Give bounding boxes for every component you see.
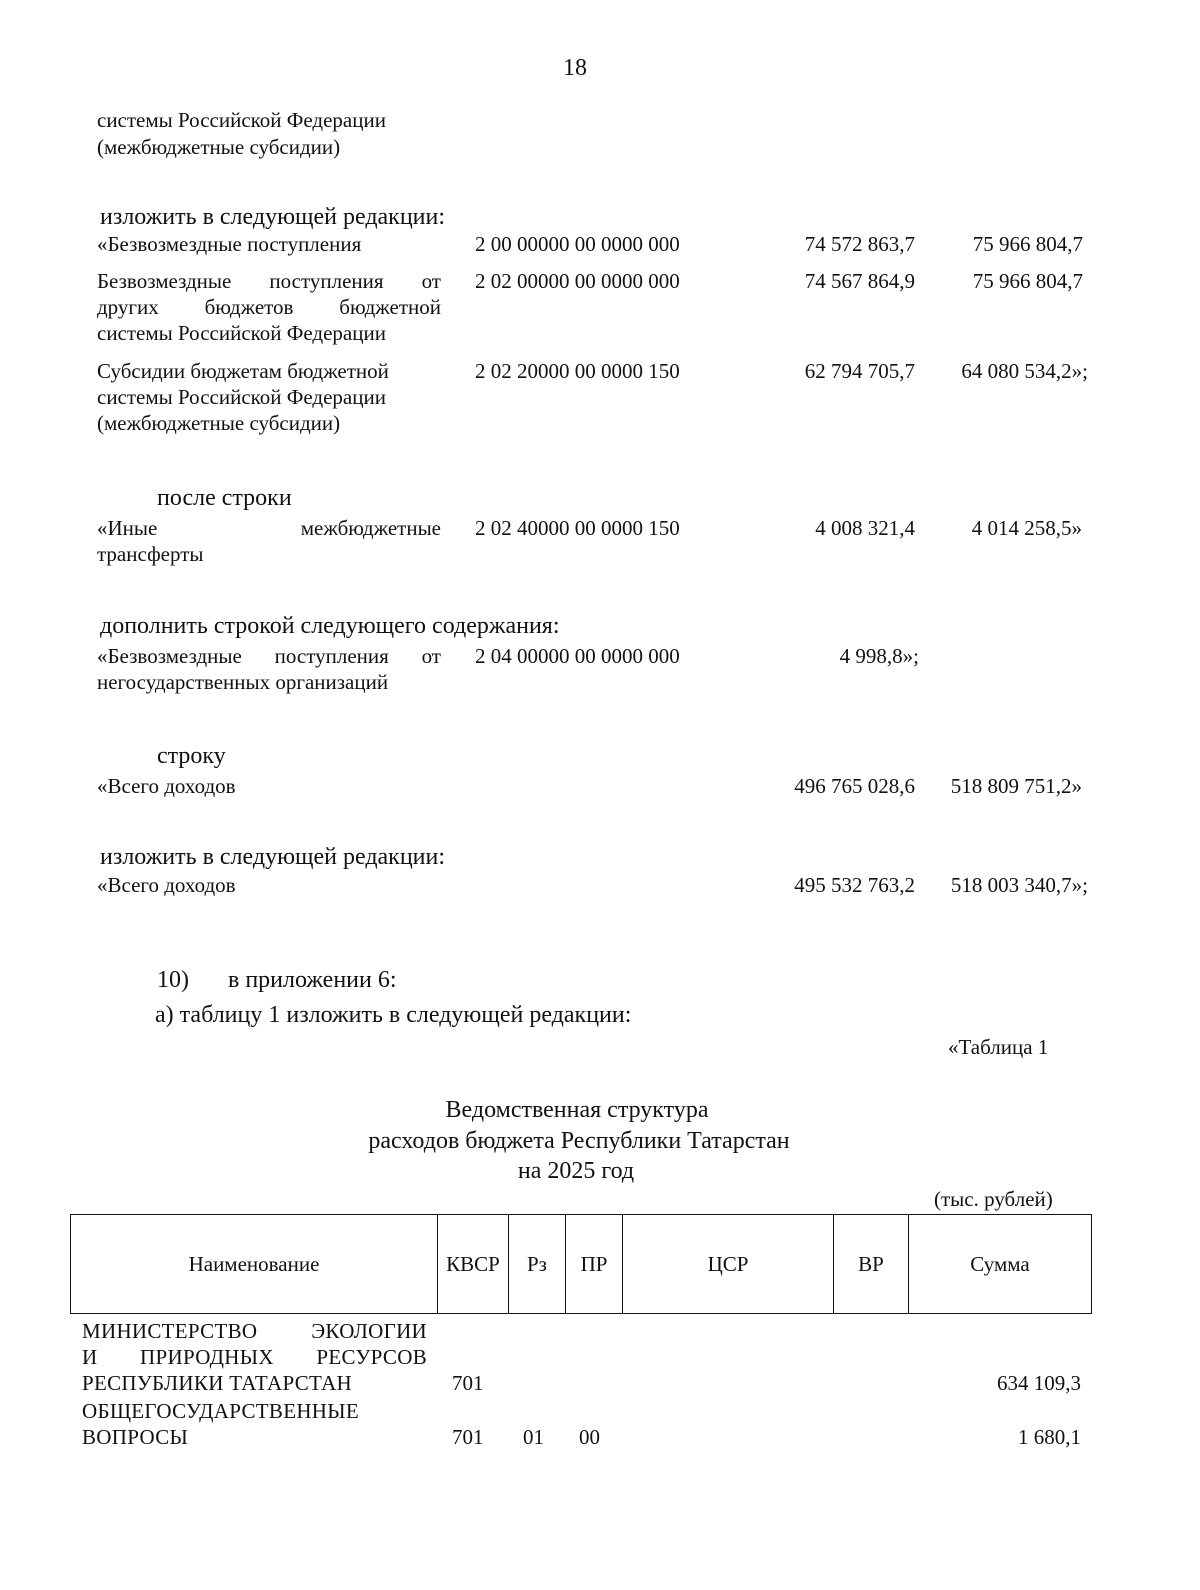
row-name: «Всего доходов bbox=[97, 774, 236, 798]
word: поступления bbox=[269, 269, 384, 293]
title-line-3: на 2025 год bbox=[517, 1158, 635, 1184]
fragment-line-2: (межбюджетные субсидии) bbox=[97, 135, 341, 159]
row-kvsr: 701 bbox=[452, 1371, 484, 1395]
name-line bbox=[82, 1344, 427, 1370]
word: Безвозмездные bbox=[97, 269, 232, 293]
row-value-2024: 4 998,8»; bbox=[839, 644, 919, 668]
name-line: системы Российской Федерации bbox=[97, 385, 386, 409]
row-kvsr: 701 bbox=[452, 1425, 484, 1449]
name-line: системы Российской Федерации bbox=[97, 321, 386, 345]
row-value-2024: 496 765 028,6 bbox=[794, 774, 915, 798]
name-line bbox=[82, 1318, 427, 1344]
name-line: РЕСПУБЛИКИ ТАТАРСТАН bbox=[82, 1371, 353, 1395]
word: ПРИРОДНЫХ bbox=[140, 1345, 274, 1369]
row-name: «Безвозмездные поступления bbox=[97, 232, 362, 256]
row-value-2024: 74 567 864,9 bbox=[804, 269, 915, 293]
table-header bbox=[70, 1214, 1092, 1314]
word: бюджетной bbox=[339, 295, 441, 319]
word: межбюджетные bbox=[300, 516, 441, 540]
fragment-line-1: системы Российской Федерации bbox=[97, 108, 386, 132]
name-line bbox=[97, 294, 441, 320]
instruction-after-row: после строки bbox=[157, 485, 292, 511]
name-line: Субсидии бюджетам бюджетной bbox=[97, 359, 389, 383]
instruction-row: строку bbox=[157, 743, 226, 769]
row-value-2025: 75 966 804,7 bbox=[972, 269, 1083, 293]
row-code: 2 02 00000 00 0000 000 bbox=[475, 269, 680, 293]
title-line-1: Ведомственная структура bbox=[445, 1097, 709, 1123]
row-name bbox=[97, 358, 441, 436]
name-line: (межбюджетные субсидии) bbox=[97, 411, 341, 435]
table-row bbox=[82, 1398, 359, 1450]
table-label: «Таблица 1 bbox=[948, 1035, 1049, 1059]
row-value-2024: 62 794 705,7 bbox=[804, 359, 915, 383]
name-line bbox=[97, 268, 441, 294]
word: от bbox=[421, 644, 441, 668]
row-pr: 00 bbox=[579, 1425, 600, 1449]
word: МИНИСТЕРСТВО bbox=[82, 1319, 258, 1343]
header-vr: ВР bbox=[834, 1215, 909, 1314]
row-name bbox=[97, 643, 441, 695]
word: «Иные bbox=[97, 516, 158, 540]
page-number: 18 bbox=[563, 55, 587, 81]
table-row bbox=[82, 1318, 427, 1396]
word: «Безвозмездные bbox=[97, 644, 242, 668]
name-line: трансферты bbox=[97, 542, 204, 566]
row-code: 2 02 20000 00 0000 150 bbox=[475, 359, 680, 383]
row-value-2025: 4 014 258,5» bbox=[971, 516, 1082, 540]
word: ЭКОЛОГИИ bbox=[311, 1319, 427, 1343]
row-name: «Всего доходов bbox=[97, 873, 236, 897]
name-line bbox=[97, 515, 441, 541]
word: И bbox=[82, 1345, 98, 1369]
row-code: 2 04 00000 00 0000 000 bbox=[475, 644, 680, 668]
header-kvsr: КВСР bbox=[438, 1215, 509, 1314]
row-value-2024: 4 008 321,4 bbox=[815, 516, 915, 540]
header-sum: Сумма bbox=[909, 1215, 1092, 1314]
word: от bbox=[421, 269, 441, 293]
row-value-2025: 75 966 804,7 bbox=[972, 232, 1083, 256]
header-rz: Рз bbox=[509, 1215, 566, 1314]
name-line: ОБЩЕГОСУДАРСТВЕННЫЕ bbox=[82, 1399, 360, 1423]
row-value-2025: 518 003 340,7»; bbox=[950, 873, 1088, 897]
word: РЕСУРСОВ bbox=[316, 1345, 427, 1369]
instruction-add-row: дополнить строкой следующего содержания: bbox=[100, 613, 560, 639]
row-name bbox=[97, 268, 441, 346]
name-line: ВОПРОСЫ bbox=[82, 1425, 189, 1449]
instruction-replace-2: изложить в следующей редакции: bbox=[100, 844, 446, 870]
row-value-2025: 64 080 534,2»; bbox=[961, 359, 1088, 383]
word: других bbox=[97, 295, 159, 319]
item-10-text: в приложении 6: bbox=[228, 967, 397, 993]
item-a-text: а) таблицу 1 изложить в следующей редакции: bbox=[155, 1002, 632, 1028]
header-pr: ПР bbox=[566, 1215, 623, 1314]
title-line-2: расходов бюджета Республики Татарстан bbox=[368, 1128, 790, 1154]
header-csr: ЦСР bbox=[623, 1215, 834, 1314]
row-code: 2 00 00000 00 0000 000 bbox=[475, 232, 680, 256]
word: бюджетов bbox=[204, 295, 294, 319]
row-sum: 1 680,1 bbox=[1018, 1425, 1081, 1449]
name-line bbox=[97, 643, 441, 669]
row-sum: 634 109,3 bbox=[997, 1371, 1081, 1395]
header-name: Наименование bbox=[71, 1215, 438, 1314]
word: поступления bbox=[274, 644, 389, 668]
row-value-2025: 518 809 751,2» bbox=[950, 774, 1082, 798]
row-code: 2 02 40000 00 0000 150 bbox=[475, 516, 680, 540]
item-10-number: 10) bbox=[157, 967, 189, 993]
name-line: негосударственных организаций bbox=[97, 670, 389, 694]
instruction-replace: изложить в следующей редакции: bbox=[100, 204, 446, 230]
units-label: (тыс. рублей) bbox=[934, 1187, 1053, 1211]
row-rz: 01 bbox=[523, 1425, 544, 1449]
row-name bbox=[97, 515, 441, 567]
row-value-2024: 495 532 763,2 bbox=[794, 873, 915, 897]
row-value-2024: 74 572 863,7 bbox=[804, 232, 915, 256]
